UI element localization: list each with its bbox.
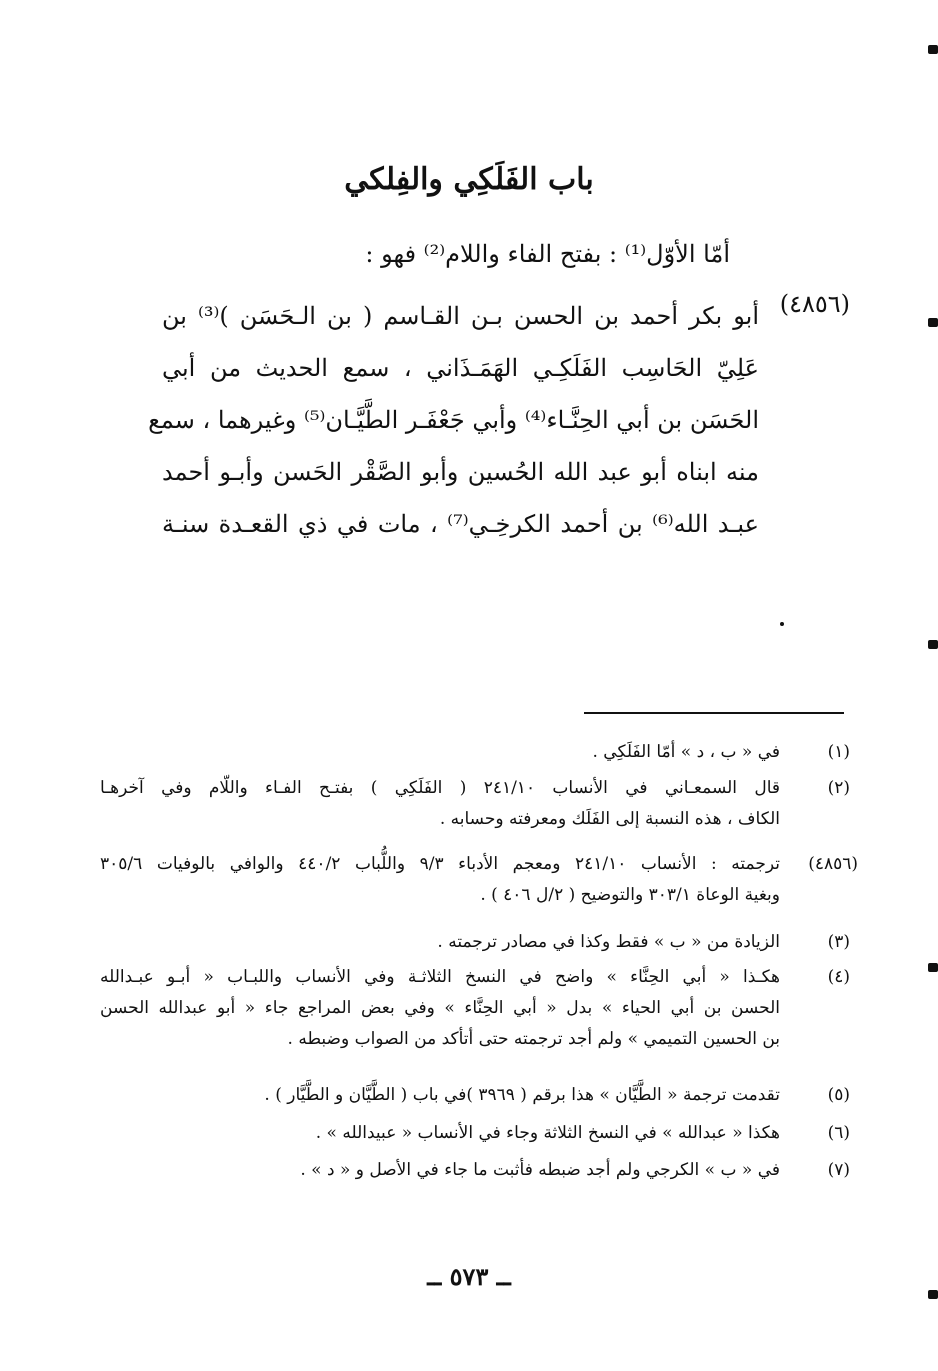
entry-body (148, 290, 759, 550)
margin-mark (928, 318, 938, 327)
entry-line: أبو بكر أحمد بن الحسن بـن القـاسم ( بن الـحَسَن )⁽³⁾ بن (162, 302, 759, 330)
footnote-text: الزيادة من « ب » فقط وكذا في مصادر ترجمته . (437, 932, 780, 952)
footnote (100, 737, 850, 768)
footnote-number: (٣) (827, 932, 850, 952)
footnote (100, 849, 858, 911)
entry-line: عبـد الله⁽⁶⁾ بن أحمد الكرخِـي⁽⁷⁾ ، مات في ذي القعـدة سنـة (162, 510, 759, 538)
footnote-text: بن الحسين التميمي » ولم أجد ترجمته حتى أتأكد من الصواب وضبطه . (287, 1029, 780, 1049)
page-number: ــ ٥٧٣ ــ (427, 1262, 511, 1291)
footnote-text: الحسن بن أبي الحياء » بدل « أبي الحِنَّاء » وفي بعض المراجع جاء « أبو عبدالله الحسن (100, 998, 780, 1018)
footnote-text: في « ب » الكرجي ولم أجد ضبطه فأثبت ما جاء في الأصل و « د » . (300, 1160, 780, 1180)
entry-number: (٤٨٥٦) (779, 290, 850, 318)
footnote-text: في « ب ، د » أمّا الفَلَكِي . (592, 742, 780, 762)
footnote (100, 962, 850, 1055)
entry-line: منه ابناه أبو عبد الله الحُسين وأبو الصَّقْر الحَسن وأبـو أحمد (162, 458, 759, 486)
margin-mark (928, 640, 938, 649)
chapter-heading: باب الفَلَكِي والفِلكي (344, 162, 594, 197)
footnote-number: (٤) (827, 967, 850, 987)
footnote (100, 1155, 850, 1186)
footnote-text: قال السمعـاني في الأنساب ٢٤١/١٠ ( الفَلَكِي ) بفتـح الفـاء واللّام وفي آخرهـا (100, 778, 781, 798)
footnote-number: (٤٨٥٦) (808, 854, 858, 874)
margin-mark (928, 1290, 938, 1299)
footnote-separator (584, 712, 844, 714)
footnote (100, 773, 850, 835)
margin-mark (928, 963, 938, 972)
footnote-number: (٦) (827, 1123, 850, 1143)
footnote-number: (٢) (827, 778, 850, 798)
footnote (100, 1080, 850, 1111)
speck (780, 622, 784, 626)
footnote-text: تقدمت ترجمة « الطَّيَّان » هذا برقم ( ٣٩٦٩ )في باب ( الطَّيَّان و الطَّيَّار ) . (264, 1085, 780, 1105)
footnote-text: هكـذا « أبي الحِنَّاء » واضح في النسخ الثلاثـة وفي الأنساب واللبـاب « أبـو عبـدالله (100, 967, 780, 987)
footnote-text: ترجمته : الأنساب ٢٤١/١٠ ومعجم الأدباء ٩/٣ واللُّباب ٤٤٠/٢ والوافي بالوفيات ٣٠٥/٦ (100, 854, 780, 874)
footnote (100, 927, 850, 958)
footnote-text: هكذا « عبدالله » في النسخ الثلاثة وجاء في الأنساب « عبيدالله » . (315, 1123, 780, 1143)
entry-line: عَلِيّ الحَاسِب الفَلَكِـي الهَمَـذَاني ، سمع الحديث من أبي (162, 354, 759, 382)
footnote-number: (٥) (827, 1085, 850, 1105)
margin-mark (928, 45, 938, 54)
footnote (100, 1118, 850, 1149)
entry-line: الحَسَن بن أبي الحِنَّـاء⁽⁴⁾ وأبي جَعْفَـر الطَّيَّـان⁽⁵⁾ وغيرهما ، سمع (148, 406, 759, 434)
intro-line: أمّا الأوّل⁽¹⁾ : بفتح الفاء واللام⁽²⁾ فهو : (365, 240, 730, 268)
footnote-text: الكاف ، هذه النسبة إلى الفَلَك ومعرفته وحسابه . (439, 809, 780, 829)
footnote-number: (١) (827, 742, 850, 762)
footnote-text: وبغية الوعاة ٣٠٣/١ والتوضيح ( ٢/ل ٤٠٦ ) . (480, 885, 780, 905)
footnote-number: (٧) (827, 1160, 850, 1180)
